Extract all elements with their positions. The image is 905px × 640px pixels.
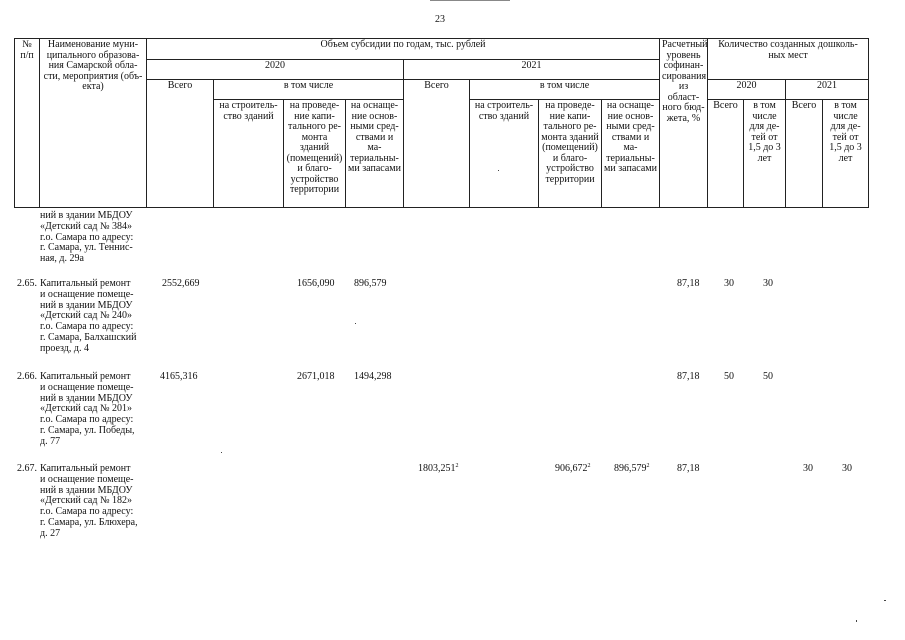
row-1-equipment-2020: 896,579 [354,278,387,289]
row-3-num: 2.67. [17,463,37,474]
header-subsidy: Объем субсидии по годам, тыс. рублей [147,39,660,60]
header-places: Количество созданных дошколь- ных мест [708,39,869,80]
top-border-line [430,0,510,1]
header-repair-2021: на проведе- ние капи- тального ре- монта зданий (помещений) и благо- устройство территории [539,100,602,208]
scan-speck [884,600,886,601]
row-1-incl-2020: 30 [763,278,773,289]
row-3-total-2021: 1803,251$^2$ [418,463,459,474]
footnote-marker: 2 [646,463,650,469]
footnote-marker: 2 [587,463,591,469]
header-year-2021: 2021 [404,60,660,80]
header-places-year-2021: 2021 [786,80,869,100]
row-2-total-2020: 4165,316 [160,371,198,382]
footnote-marker: 2 [455,463,459,469]
row-1-repair-2020: 1656,090 [297,278,335,289]
row-3-places-2021: 30 [803,463,813,474]
row-2-places-2020: 50 [724,371,734,382]
row-2-repair-2020: 2671,018 [297,371,335,382]
row-1-level: 87,18 [677,278,700,289]
header-level: Расчетный уровень софинан- сирования из област- ного бюд- жета, % [660,39,708,208]
header-construction-2020: на строитель- ство зданий [214,100,284,208]
header-repair-2020: на проведе- ние капи- тального ре- монта зданий (помещений) и благо- устройство территории [284,100,346,208]
page-number: 23 [435,14,445,25]
header-including-2020: в том числе [214,80,404,100]
header-places-incl-2021: в том числе для де- тей от 1,5 до 3 лет [823,100,869,208]
header-table [14,38,869,208]
row-3-name: Капитальный ремонт и оснащение помеще- ний в здании МБДОУ «Детский сад № 182» г.о. Самара по адресу: г. Самара, ул. Блюхера, д. 27 [40,463,138,539]
row-3-repair-2021: 906,672$^2$ [555,463,591,474]
scan-speck [856,620,857,622]
row-2-num: 2.66. [17,371,37,382]
scan-speck [498,170,499,171]
header-including-2021: в том числе [470,80,660,100]
row-1-name: Капитальный ремонт и оснащение помеще- ний в здании МБДОУ «Детский сад № 240» г.о. Самара по адресу: г. Самара, Балхашский проезд, д. 4 [40,278,137,354]
row-3-equipment-2021: 896,579$^2$ [614,463,650,474]
header-places-total-2020: Всего [708,100,744,208]
header-places-year-2020: 2020 [708,80,786,100]
header-year-2020: 2020 [147,60,404,80]
header-name: Наименование муни- ципального образова- ния Самарской обла- сти, мероприятия (объ- екта) [40,39,147,208]
header-equipment-2021: на оснаще- ние основ- ными сред- ствами и ма- териальны- ми запасами [602,100,660,208]
row-1-places-2020: 30 [724,278,734,289]
row-3-level: 87,18 [677,463,700,474]
scan-speck [221,452,222,453]
header-total-2020: Всего [147,80,214,208]
header-equipment-2020: на оснаще- ние основ- ными сред- ствами и ма- териальны- ми запасами [346,100,404,208]
row-1-total-2020: 2552,669 [162,278,200,289]
row-1-num: 2.65. [17,278,37,289]
row-0-name: ний в здании МБДОУ «Детский сад № 384» г.о. Самара по адресу: г. Самара, ул. Теннис- ная, д. 29а [40,210,134,265]
scan-speck [355,323,356,324]
header-places-total-2021: Всего [786,100,823,208]
row-2-name: Капитальный ремонт и оснащение помеще- ний в здании МБДОУ «Детский сад № 201» г.о. Самара по адресу: г. Самара, ул. Победы, д. 77 [40,371,135,447]
header-places-incl-2020: в том числе для де- тей от 1,5 до 3 лет [744,100,786,208]
row-3-incl-2021: 30 [842,463,852,474]
row-2-equipment-2020: 1494,298 [354,371,392,382]
row-2-incl-2020: 50 [763,371,773,382]
header-total-2021: Всего [404,80,470,208]
row-2-level: 87,18 [677,371,700,382]
header-construction-2021: на строитель- ство зданий [470,100,539,208]
header-num: № п/п [15,39,40,208]
